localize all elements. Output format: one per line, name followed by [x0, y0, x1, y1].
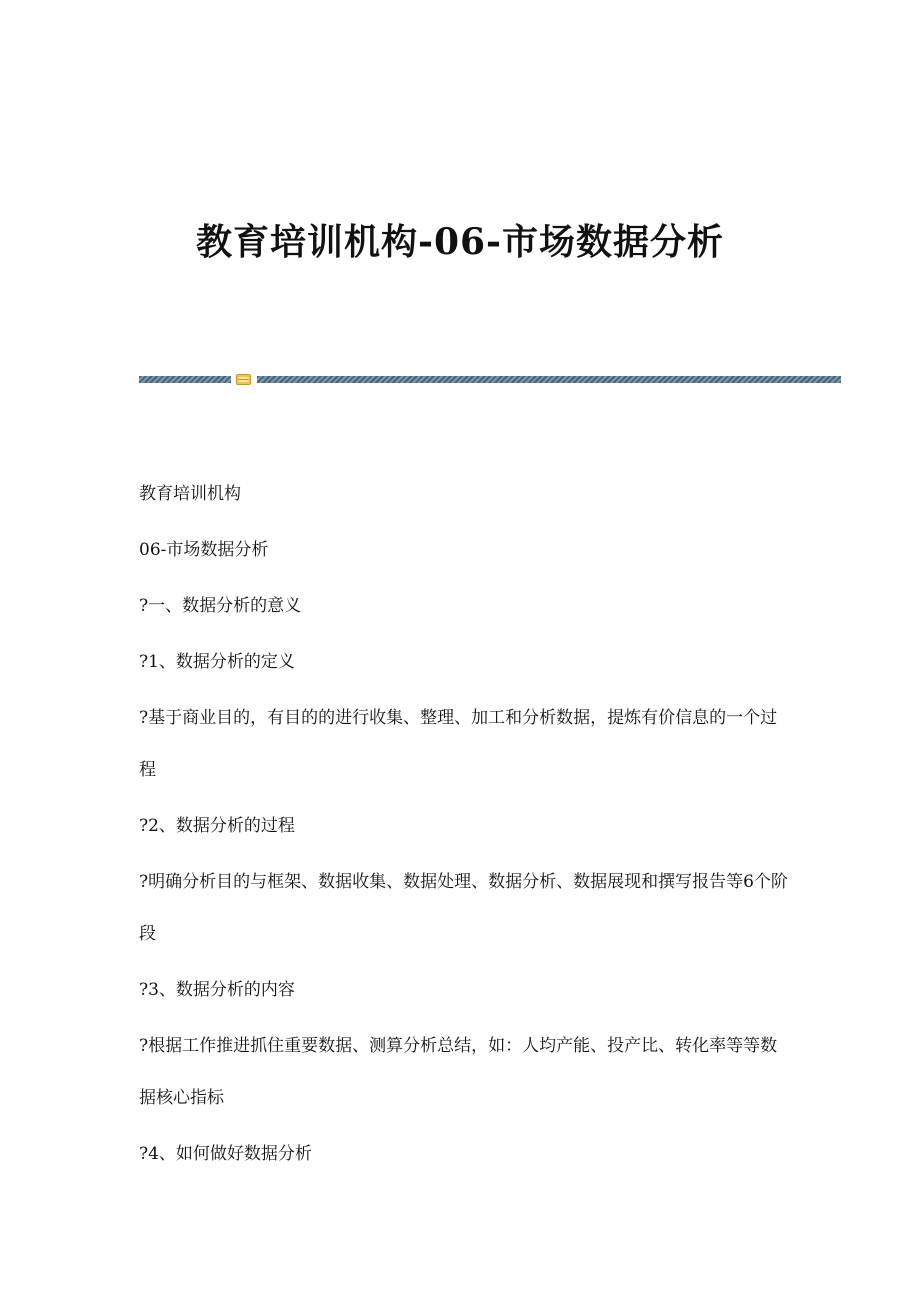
body-paragraph: ?基于商业目的，有目的的进行收集、整理、加工和分析数据，提炼有价信息的一个过程: [139, 708, 778, 780]
section-heading: ?一、数据分析的意义: [139, 596, 302, 616]
title-divider: [139, 374, 841, 384]
page-title: 教育培训机构-06-市场数据分析: [196, 221, 724, 263]
body-paragraph: 06-市场数据分析: [139, 540, 269, 560]
subsection-heading: ?3、数据分析的内容: [139, 980, 295, 1000]
envelope-icon: [236, 374, 251, 385]
body-paragraph: 教育培训机构: [139, 484, 241, 504]
divider-bar-left: [139, 376, 231, 383]
divider-bar-right: [257, 376, 841, 383]
subsection-heading: ?4、如何做好数据分析: [139, 1144, 312, 1164]
body-paragraph: ?明确分析目的与框架、数据收集、数据处理、数据分析、数据展现和撰写报告等6个阶段: [139, 872, 788, 944]
body-paragraph: ?根据工作推进抓住重要数据、测算分析总结，如：人均产能、投产比、转化率等等数据核心指标: [139, 1036, 778, 1108]
subsection-heading: ?1、数据分析的定义: [139, 652, 295, 672]
document-body: [139, 468, 789, 1180]
subsection-heading: ?2、数据分析的过程: [139, 816, 295, 836]
